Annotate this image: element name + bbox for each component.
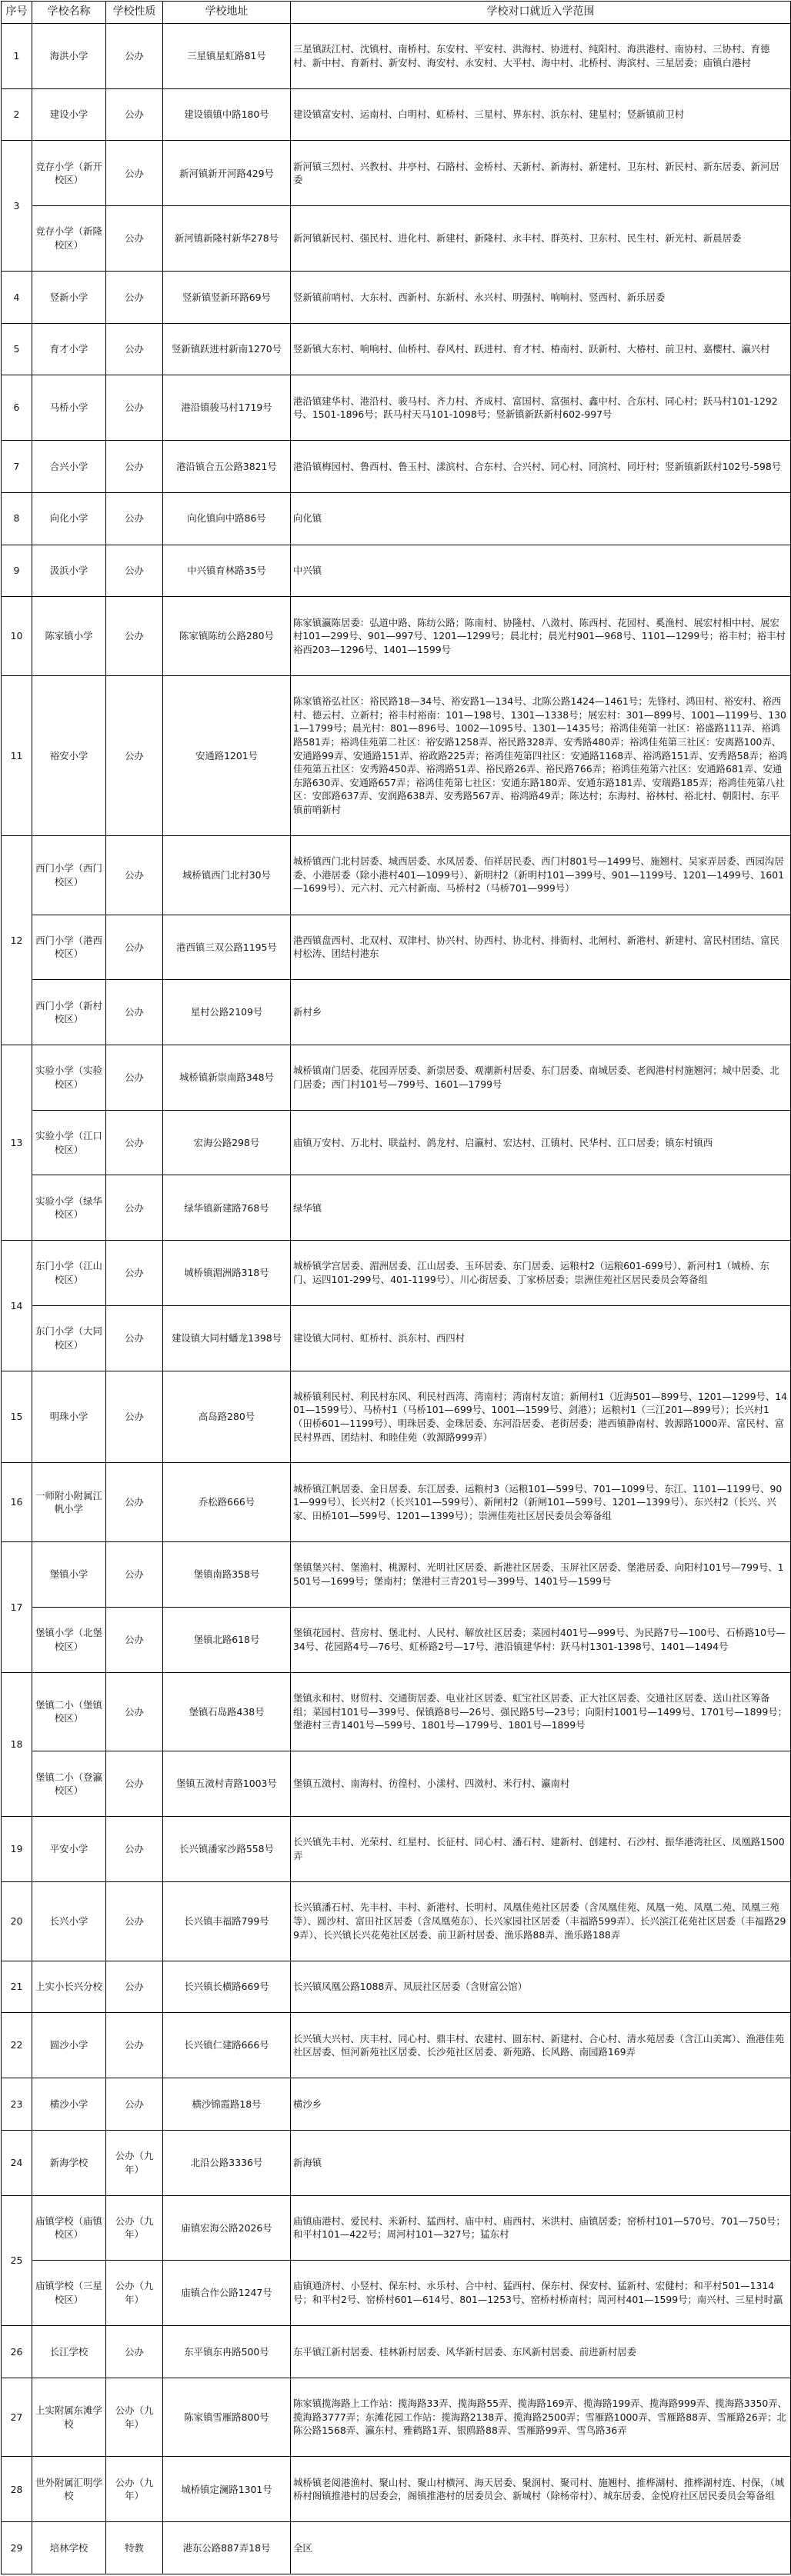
enrollment-scope: 新河镇三烈村、兴教村、井亭村、石路村、金桥村、天新村、新海村、新建村、卫东村、新民村、新东居委、新河居委 [291, 141, 791, 206]
school-type: 公办 [106, 206, 163, 272]
table-row [2, 1371, 791, 1463]
enrollment-scope: 城桥镇利民村、利民村东风、利民村西湾、湾南村；湾南村友谊；新闸村1（近海501—899号、1201—1299号、1401—1599号）、马桥村1（马桥101—699号、1001—1599号、剑港）；运粮村1（三江201—899号）；长兴村1（田桥601—1199号）、明珠居委、金珠居委、东河沿居委、老街居委；港西镇静南村、敦源路1000弄、富民村、富民村界西、团结村、和睦佳苑（敦源路999弄） [291, 1371, 791, 1463]
school-type: 公办 [106, 441, 163, 493]
school-name: 世外附属汇明学校 [32, 2457, 106, 2522]
enrollment-scope: 横沙乡 [291, 2078, 791, 2131]
enrollment-scope: 堡镇永和村、财贸村、交通街居委、电业社区居委、虹宝社区居委、正大社区居委、交通社区居委、送山社区筹备组；菜园村101号—399号、保镇路8号—26号、强民路5号—23号；向阳村1001号—1499号、1701号—1899号；堡港村三青1401号—599号、1801号—1799号、1801号—1899号 [291, 1672, 791, 1751]
table-row [2, 141, 791, 206]
school-name: 横沙小学 [32, 2078, 106, 2131]
school-name: 庙镇学校（庙镇校区） [32, 2195, 106, 2261]
school-address: 港沿镇合五公路3821号 [163, 441, 291, 493]
row-number: 29 [2, 2522, 32, 2574]
table-row [2, 1110, 791, 1175]
school-name: 一师附小附属江帆小学 [32, 1463, 106, 1542]
table-row [2, 1241, 791, 1306]
school-address: 庙镇宏海公路2026号 [163, 2195, 291, 2261]
table-row [2, 24, 791, 89]
school-name: 西门小学（港西校区） [32, 915, 106, 980]
school-type: 公办（九年） [106, 2378, 163, 2457]
school-address: 长兴镇长横路669号 [163, 1961, 291, 2013]
school-type: 公办 [106, 1672, 163, 1751]
row-number: 12 [2, 835, 32, 1045]
header-enrollment-scope: 学校对口就近入学范围 [291, 2, 791, 24]
enrollment-scope: 向化镇 [291, 492, 791, 545]
row-number: 4 [2, 271, 32, 323]
enrollment-scope: 三星镇跃江村、沈镇村、南桥村、东安村、平安村、洪海村、协进村、纯阳村、海洪港村、南协村、三协村、育德村、新中村、育新村、新安村、海安村、永安村、大平村、海中村、北桥村、海滨村、三星居委；庙镇白港村 [291, 24, 791, 89]
school-address: 城桥镇湄洲路318号 [163, 1241, 291, 1306]
enrollment-scope: 长兴镇潘石村、先丰村、丰村、新港村、长明村、凤凰佳苑社区居委（含凤凰佳苑、凤凰一苑、凤凰二苑、凤凰三苑等）、圆沙村、富田社区居委（含凤凰苑东）、长兴家园社区居委（丰福路599弄）、长兴滨江花苑社区居委（丰福路299弄）、长兴镇长兴花苑社区居委、前卫新村居委、渔乐路88弄、渔乐路188弄 [291, 1881, 791, 1961]
school-type: 公办 [106, 980, 163, 1045]
school-name: 上实附属东滩学校 [32, 2378, 106, 2457]
school-name: 汲浜小学 [32, 545, 106, 597]
school-type: 公办 [106, 492, 163, 545]
school-type: 公办 [106, 271, 163, 323]
school-type: 公办 [106, 915, 163, 980]
school-type: 公办 [106, 88, 163, 141]
enrollment-scope: 堡镇堡兴村、堡渔村、桃源村、光明社区居委、新港社区居委、玉屏社区居委、堡港居委、向阳村101号—799号、1501号—1699号；堡南村；堡港村三青201号—399号、1401号—1599号 [291, 1542, 791, 1608]
school-address: 竖新镇竖新环路69号 [163, 271, 291, 323]
school-type: 公办 [106, 1175, 163, 1241]
table-row [2, 2013, 791, 2078]
table-row [2, 1175, 791, 1241]
school-type: 公办 [106, 323, 163, 375]
school-address: 港沿镇骏马村1719号 [163, 375, 291, 441]
table-row [2, 492, 791, 545]
school-name: 建设小学 [32, 88, 106, 141]
row-number: 25 [2, 2195, 32, 2325]
school-address: 星村公路2109号 [163, 980, 291, 1045]
school-type: 公办 [106, 1241, 163, 1306]
school-address: 城桥镇新崇南路348号 [163, 1045, 291, 1111]
table-row [2, 2078, 791, 2131]
enrollment-scope: 全区 [291, 2522, 791, 2574]
table-row [2, 1607, 791, 1672]
row-number: 23 [2, 2078, 32, 2131]
table-row [2, 323, 791, 375]
school-name: 圆沙小学 [32, 2013, 106, 2078]
school-address: 东平镇东冉路500号 [163, 2325, 291, 2378]
row-number: 10 [2, 597, 32, 676]
enrollment-scope: 建设镇富安村、运南村、白明村、虹桥村、三星村、界东村、浜东村、建星村；竖新镇前卫村 [291, 88, 791, 141]
school-address: 中兴镇育林路35号 [163, 545, 291, 597]
school-address: 乔松路666号 [163, 1463, 291, 1542]
table-row [2, 1542, 791, 1608]
school-address: 城桥镇定澜路1301号 [163, 2457, 291, 2522]
school-address: 横沙锦霞路18号 [163, 2078, 291, 2131]
row-number: 21 [2, 1961, 32, 2013]
school-address: 城桥镇西门北村30号 [163, 835, 291, 915]
row-number: 11 [2, 676, 32, 836]
school-name: 堡镇小学（北堡校区） [32, 1607, 106, 1672]
school-address: 绿华镇新建路768号 [163, 1175, 291, 1241]
school-address: 陈家镇雪雁路800号 [163, 2378, 291, 2457]
enrollment-scope: 庙镇庙港村、爱民村、米新村、猛西村、庙中村、庙西村、米洪村、庙镇居委；窑桥村101—570号、701—750号；和平村101—422号；周河村101—327号；猛东村 [291, 2195, 791, 2261]
school-name: 竖新小学 [32, 271, 106, 323]
enrollment-scope: 港沿镇建华村、港沿村、骏马村、齐力村、齐成村、富国村、富强村、鑫中村、合东村、同心村；跃马村101-1292号、1501-1896号；跃马村天马101-1098号；竖新镇新跃新村602-997号 [291, 375, 791, 441]
enrollment-scope: 堡镇花园村、营房村、堡北村、人民村、解放社区居委；菜园村401号—999号、为民路7号—100号、石桥路10号—34号、花园路4号—76号、虹桥路2号—17号、港沿镇建华村：跃马村1301-1398号、1401—1494号 [291, 1607, 791, 1672]
row-number: 22 [2, 2013, 32, 2078]
row-number: 8 [2, 492, 32, 545]
header-row [2, 2, 791, 24]
school-address: 陈家镇陈纺公路280号 [163, 597, 291, 676]
table-row [2, 88, 791, 141]
school-address: 长兴镇潘家沙路558号 [163, 1817, 291, 1882]
row-number: 17 [2, 1542, 32, 1672]
school-name: 裕安小学 [32, 676, 106, 836]
header-school-type: 学校性质 [106, 2, 163, 24]
school-type: 公办（九年） [106, 2261, 163, 2326]
school-type: 公办（九年） [106, 2457, 163, 2522]
row-number: 1 [2, 24, 32, 89]
school-type: 公办 [106, 835, 163, 915]
row-number: 7 [2, 441, 32, 493]
school-type: 公办 [106, 1371, 163, 1463]
table-row [2, 2325, 791, 2378]
school-type: 公办 [106, 1305, 163, 1371]
table-row [2, 2378, 791, 2457]
school-address: 长兴镇仁建路666号 [163, 2013, 291, 2078]
row-number: 14 [2, 1241, 32, 1371]
enrollment-scope: 建设镇大同村、虹桥村、浜东村、西四村 [291, 1305, 791, 1371]
header-no: 序号 [2, 2, 32, 24]
table-row [2, 2522, 791, 2574]
school-address: 堡镇五滧村青路1003号 [163, 1751, 291, 1817]
school-name: 东门小学（江山校区） [32, 1241, 106, 1306]
school-name: 实验小学（实验校区） [32, 1045, 106, 1111]
row-number: 26 [2, 2325, 32, 2378]
school-type: 公办 [106, 1110, 163, 1175]
school-name: 堡镇二小（堡镇校区） [32, 1672, 106, 1751]
school-type: 公办 [106, 1817, 163, 1882]
enrollment-scope: 城桥镇南门居委、花园弄居委、新崇居委、观潮新村居委、东门居委、南城居委、老阀港村村施翘河；城中居委、北门居委；西门村101号—799号、1601—1799号 [291, 1045, 791, 1111]
school-name: 庙镇学校（三星校区） [32, 2261, 106, 2326]
school-name: 长江学校 [32, 2325, 106, 2378]
table-row [2, 271, 791, 323]
school-type: 公办 [106, 375, 163, 441]
school-name: 新海学校 [32, 2130, 106, 2195]
enrollment-scope: 堡镇五滧村、南海村、彷徨村、小漾村、四滧村、米行村、瀛南村 [291, 1751, 791, 1817]
row-number: 28 [2, 2457, 32, 2522]
table-row [2, 980, 791, 1045]
table-row [2, 2195, 791, 2261]
school-address: 高岛路280号 [163, 1371, 291, 1463]
school-address: 宏海公路298号 [163, 1110, 291, 1175]
enrollment-table [1, 1, 791, 2574]
row-number: 3 [2, 141, 32, 271]
school-type: 公办 [106, 597, 163, 676]
enrollment-scope: 长兴镇凤凰公路1088弄、凤辰社区居委（含财富公馆） [291, 1961, 791, 2013]
row-number: 6 [2, 375, 32, 441]
school-name: 海洪小学 [32, 24, 106, 89]
table-row [2, 375, 791, 441]
school-type: 公办 [106, 1045, 163, 1111]
school-type: 公办 [106, 24, 163, 89]
school-type: 公办 [106, 1751, 163, 1817]
enrollment-scope: 绿华镇 [291, 1175, 791, 1241]
enrollment-scope: 城桥镇老阅港渔村、聚山村、聚山村横河、海天居委、聚润村、聚司村、施翘村、推桦湖村、推桦湖村连、村保，（城桥村阁镇推港村的居委会，阁镇推港村的居委员会、新城村（除杨帝村）、城东居委、金悦府社区居民委员会筹备组 [291, 2457, 791, 2522]
enrollment-scope: 城桥镇学宫居委、湄洲居委、江山居委、玉环居委、东门居委、运粮村2（运粮601-699号）、新河村1（城桥、东门、运四101-299号、401-1199号）、川心街居委、丁家桥居委；崇洲佳苑社区居民委员会筹备组 [291, 1241, 791, 1306]
table-row [2, 597, 791, 676]
enrollment-scope: 城桥镇西门北村居委、城西居委、水凤居委、佰祥居民委、西门村801号—1499号、施翘村、吴家弄居委、西园沟居委、小港居委（除小港村401—1099号）、新明村2（新明村101—399号、901—1199号、1201—1499号、1601—1699号）、元六村、元六村新南、马桥村2（马桥701—999号） [291, 835, 791, 915]
enrollment-scope: 新海镇 [291, 2130, 791, 2195]
school-address: 堡镇石岛路438号 [163, 1672, 291, 1751]
table-row [2, 676, 791, 836]
school-type: 特教 [106, 2522, 163, 2574]
school-type: 公办 [106, 1961, 163, 2013]
enrollment-scope: 陈家镇裕弘社区：裕民路18—34号、裕安路1—134号、北陈公路1424—1461号；先锋村、鸿田村、裕安村、裕西村、德云村、立新村；裕丰村裕南：101—198号、1301—1338号；展宏村：301—899号、1001—1199号、1301—1799号；晨光村：801—896号、1002—1095号、1301—1435号；裕鸿佳苑第一社区：裕盛路111弄、裕鸿路581弄；裕鸿佳苑第二社区：裕安路1258弄、裕民路328弄、安秀路480弄；裕鸿佳苑第三社区：安离路100弄、安通路99弄、安通路151弄、裕政路225弄；裕鸿佳苑第四社区：安通路1168弄、裕鸿路151弄、安秀路58弄；裕鸿佳苑第五社区：安秀路450弄、裕鸿路51弄、裕民路26弄、裕民路766弄；裕鸿佳苑第六社区：安通路681弄、安通东路630弄、安通路657弄；裕鸿佳苑第七社区：安通东路180弄、安通东路181弄、安瑞路185弄；裕鸿佳苑第八社区：安郎路637弄、安润路638弄、安秀路567弄、裕鸿路49弄；陈达村；东海村、裕林村、裕北村、朝阳村、东平镇前哨新村 [291, 676, 791, 836]
school-type: 公办 [106, 1463, 163, 1542]
table-row [2, 915, 791, 980]
table-row [2, 1961, 791, 2013]
row-number: 9 [2, 545, 32, 597]
school-type: 公办 [106, 2078, 163, 2131]
school-address: 安通路1201号 [163, 676, 291, 836]
row-number: 16 [2, 1463, 32, 1542]
school-name: 培林学校 [32, 2522, 106, 2574]
table-row [2, 2130, 791, 2195]
enrollment-scope: 新河镇新民村、强民村、进化村、新建村、新隆村、永丰村、群英村、卫东村、民生村、新光村、新晨居委 [291, 206, 791, 272]
row-number: 5 [2, 323, 32, 375]
school-address: 建设镇镇中路180号 [163, 88, 291, 141]
row-number: 2 [2, 88, 32, 141]
table-row [2, 1881, 791, 1961]
enrollment-scope: 竖新镇前哨村、大东村、西新村、东新村、永兴村、明强村、响响村、竖西村、新乐居委 [291, 271, 791, 323]
enrollment-scope: 中兴镇 [291, 545, 791, 597]
school-name: 明珠小学 [32, 1371, 106, 1463]
school-name: 育才小学 [32, 323, 106, 375]
school-name: 竞存小学（新隆校区） [32, 206, 106, 272]
enrollment-scope: 东平镇江新村居委、桂林新村居委、风华新村居委、东风新村居委、前进新村居委 [291, 2325, 791, 2378]
enrollment-scope: 庙镇通济村、小竖村、保东村、永乐村、合中村、猛西村、保东村、保安村、猛新村、宏健村；和平村501—1314号；和平村2号、窑桥村601—614号、801—1253号、窑桥村桥南村；周河村401—1599号；南兴村、三星村时羸 [291, 2261, 791, 2326]
school-name: 堡镇小学 [32, 1542, 106, 1608]
table-row [2, 441, 791, 493]
enrollment-scope: 新村乡 [291, 980, 791, 1045]
table-body [2, 24, 791, 2574]
row-number: 27 [2, 2378, 32, 2457]
school-type: 公办 [106, 1607, 163, 1672]
school-name: 实验小学（绿华校区） [32, 1175, 106, 1241]
school-name: 实验小学（江口校区） [32, 1110, 106, 1175]
school-name: 西门小学（新村校区） [32, 980, 106, 1045]
enrollment-scope: 港西镇盘西村、北双村、双津村、协兴村、协西村、协北村、排衙村、北闸村、新港村、新建村、富民村团结、富民村松涛、团结村港东 [291, 915, 791, 980]
header-school-name: 学校名称 [32, 2, 106, 24]
table-row [2, 835, 791, 915]
table-row [2, 1751, 791, 1817]
school-address: 三星镇星虹路81号 [163, 24, 291, 89]
table-row [2, 206, 791, 272]
school-type: 公办 [106, 141, 163, 206]
school-name: 西门小学（西门校区） [32, 835, 106, 915]
school-address: 北沿公路3336号 [163, 2130, 291, 2195]
school-type: 公办 [106, 2013, 163, 2078]
table-row [2, 1672, 791, 1751]
school-type: 公办（九年） [106, 2195, 163, 2261]
school-name: 向化小学 [32, 492, 106, 545]
table-row [2, 2457, 791, 2522]
school-address: 庙镇合作公路1247号 [163, 2261, 291, 2326]
table-row [2, 1463, 791, 1542]
enrollment-scope: 港沿镇梅园村、鲁西村、鲁玉村、漾滨村、合东村、合兴村、同心村、同滨村、同圩村；竖新镇新跃村102号-598号 [291, 441, 791, 493]
school-name: 东门小学（大同校区） [32, 1305, 106, 1371]
enrollment-scope: 庙镇万安村、万北村、联益村、鸽龙村、启瀛村、宏达村、江镇村、民华村、江口居委；镇东村镇西 [291, 1110, 791, 1175]
school-name: 平安小学 [32, 1817, 106, 1882]
row-number: 18 [2, 1672, 32, 1816]
row-number: 15 [2, 1371, 32, 1463]
enrollment-scope: 城桥镇江帆居委、金日居委、东江居委、运粮村3（运粮101—599号、701—1099号、东江、1101—1199号、901—999号）、长兴村2（长兴101—599号）、新闸村2（新闸101—599号、1201—1399号）、东兴村2（长兴、兴家、田桥101—599号、1201—1399号）；崇洲佳苑社区居民委员会筹备组 [291, 1463, 791, 1542]
school-address: 长兴镇丰福路799号 [163, 1881, 291, 1961]
school-address: 竖新镇跃进村新南1270号 [163, 323, 291, 375]
school-address: 堡镇北路618号 [163, 1607, 291, 1672]
school-address: 新河镇新隆村新华278号 [163, 206, 291, 272]
table-row [2, 2261, 791, 2326]
school-name: 竞存小学（新开校区） [32, 141, 106, 206]
table-row [2, 1817, 791, 1882]
school-type: 公办 [106, 2325, 163, 2378]
school-type: 公办 [106, 1881, 163, 1961]
enrollment-scope: 陈家镇揽海路上工作站：揽海路33弄、揽海路55弄、揽海路169弄、揽海路199弄、揽海路999弄、揽海路3350弄、揽海路3777弄；东滩花园工作站：揽海路2138弄、揽海路2500弄；雪雁路1000弄、雪雁路88弄、雪雁路26弄；北陈公路1568弄、瀛东村、雅鹤路1弄、银鸥路88弄、雪雁路99弄、雪鸟路36弄 [291, 2378, 791, 2457]
school-type: 公办 [106, 1542, 163, 1608]
school-name: 合兴小学 [32, 441, 106, 493]
enrollment-scope: 竖新镇大东村、响响村、仙桥村、春风村、跃进村、育才村、椿南村、跃新村、大椿村、前卫村、嘉樱村、瀛兴村 [291, 323, 791, 375]
school-name: 上实小长兴分校 [32, 1961, 106, 2013]
school-name: 陈家镇小学 [32, 597, 106, 676]
table-row [2, 1045, 791, 1111]
row-number: 20 [2, 1881, 32, 1961]
row-number: 19 [2, 1817, 32, 1882]
school-name: 长兴小学 [32, 1881, 106, 1961]
school-type: 公办（九年） [106, 2130, 163, 2195]
school-address: 向化镇向中路86号 [163, 492, 291, 545]
enrollment-scope: 长兴镇大兴村、庆丰村、同心村、鼎丰村、农建村、圆东村、新建村、合心村、清水苑居委（含江山美寓）、渔港佳苑社区居委、恒河新苑社区居委、长沙苑社区居委、新苑路、长风路、南园路169弄 [291, 2013, 791, 2078]
school-type: 公办 [106, 676, 163, 836]
school-address: 建设镇大同村蟠龙1398号 [163, 1305, 291, 1371]
row-number: 24 [2, 2130, 32, 2195]
enrollment-scope: 陈家镇瀛陈居委：弘道中路、陈纺公路；陈南村、协隆村、八滧村、陈西村、花园村、奚渔村、展宏村相中村、展宏村101—299号、901—997号、1201—1299号；晨北村；晨光村901—968号、1101—1299号；裕丰村；裕丰村裕西203—1296号、1401—1599号 [291, 597, 791, 676]
table-row [2, 1305, 791, 1371]
school-address: 堡镇南路358号 [163, 1542, 291, 1608]
school-name: 马桥小学 [32, 375, 106, 441]
row-number: 13 [2, 1045, 32, 1241]
school-type: 公办 [106, 545, 163, 597]
school-address: 新河镇新开河路429号 [163, 141, 291, 206]
school-address: 港东公路887弄18号 [163, 2522, 291, 2574]
enrollment-scope: 长兴镇先丰村、光荣村、红星村、长征村、同心村、潘石村、建新村、创建村、石沙村、振华港湾社区、凤凰路1500弄 [291, 1817, 791, 1882]
school-name: 堡镇二小（登瀛校区） [32, 1751, 106, 1817]
header-school-address: 学校地址 [163, 2, 291, 24]
table-row [2, 545, 791, 597]
school-address: 港西镇三双公路1195号 [163, 915, 291, 980]
